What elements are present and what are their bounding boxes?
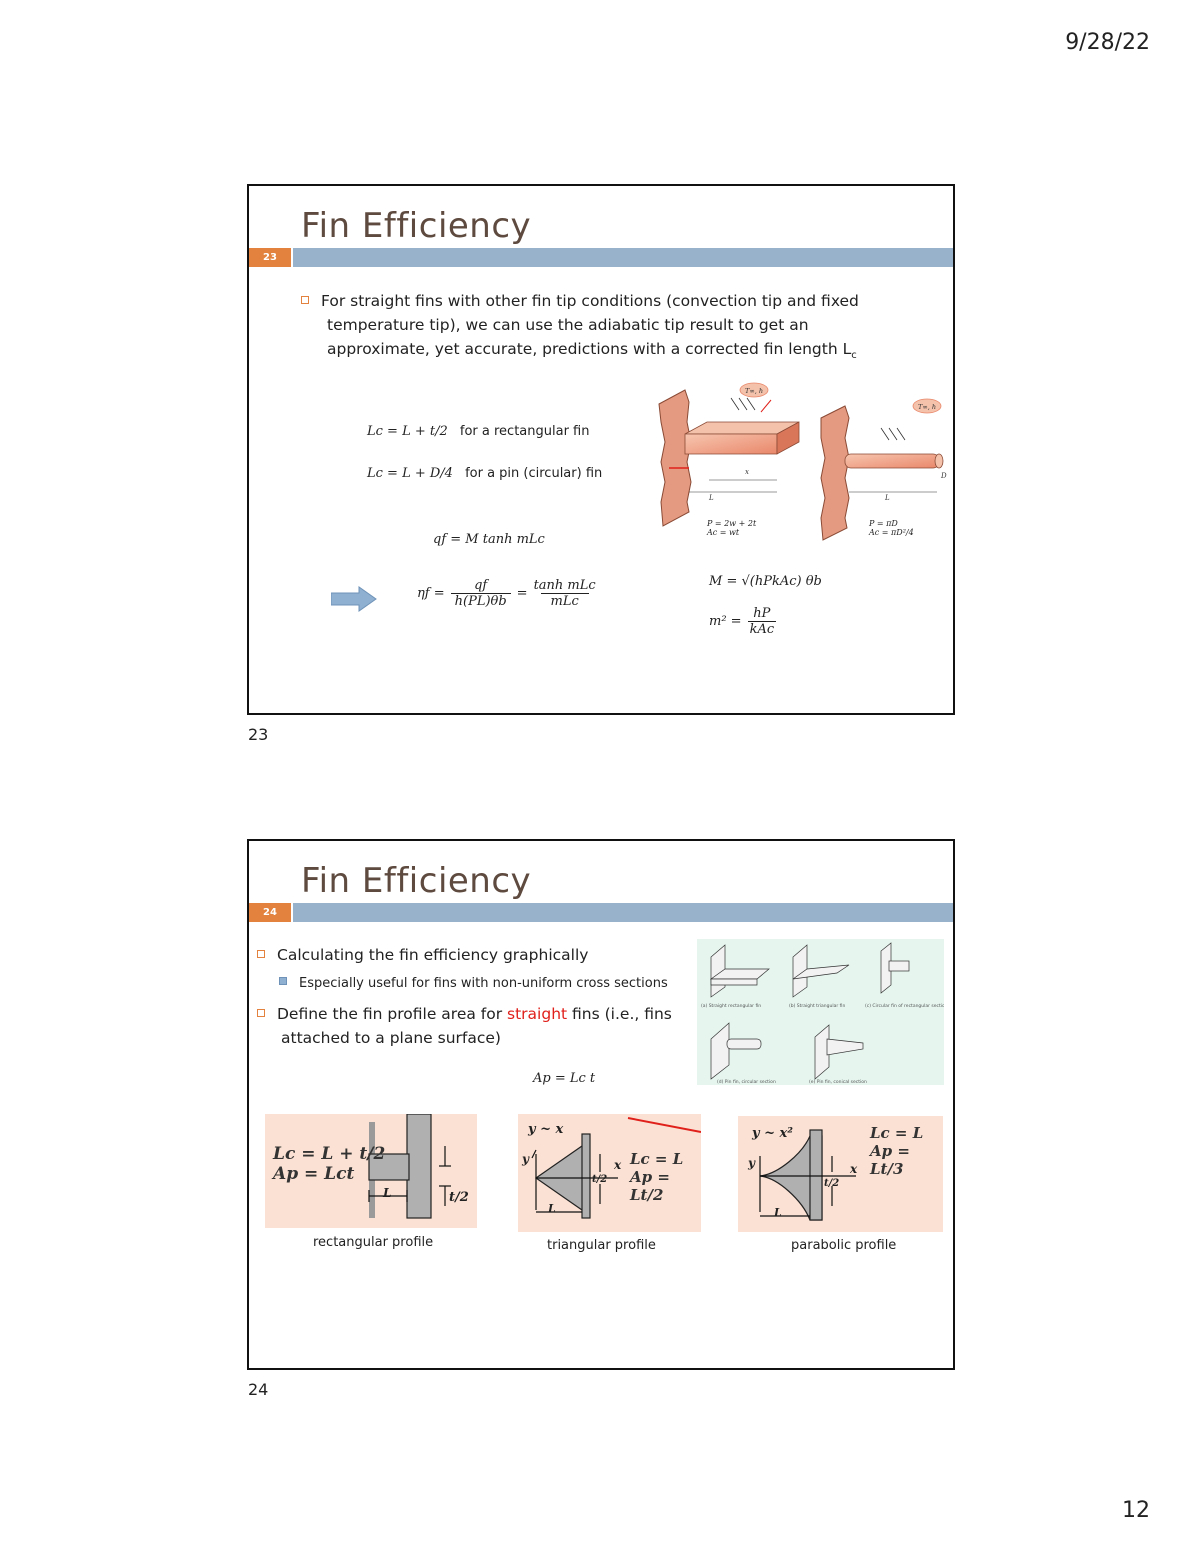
- bullet-graphical: Calculating the fin efficiency graphically: [257, 943, 697, 967]
- para-formulas: Lc = L Ap = Lt/3: [870, 1124, 924, 1178]
- fin-shapes-figure: [697, 939, 944, 1085]
- bullet-profile-area: Define the fin profile area for straight fins (i.e., fins attached to a plane surface): [257, 1002, 711, 1050]
- tri-formulas: Lc = L Ap = Lt/2: [630, 1150, 684, 1204]
- tri-axis-x: x: [614, 1158, 622, 1172]
- eq-rect-fin: Lc = L + t/2 for a rectangular fin: [367, 424, 590, 439]
- caption-triangular: triangular profile: [547, 1238, 656, 1253]
- title-bar: [293, 903, 953, 922]
- rect-formulas: Lc = L + t/2 Ap = Lct: [273, 1144, 386, 1184]
- para-axis-y: y: [748, 1156, 755, 1170]
- slide-label: 24: [248, 1380, 269, 1399]
- slide-number-badge: 24: [249, 903, 291, 922]
- eq-qf: qf = M tanh mLc: [433, 532, 545, 547]
- fig-right-formula: P = πD Ac = πD²/4: [869, 519, 914, 537]
- bullet-corrected-length: For straight fins with other fin tip conditions (convection tip and fixed temperature tip), we can use the adiabatic tip result to get an approximate, yet accurate, predictions with a corrected fin length $L_c$: [301, 289, 907, 368]
- bullet-square-icon: [257, 950, 265, 958]
- svg-text:(a) Straight rectangular fin: (a) Straight rectangular fin: [701, 1004, 762, 1009]
- para-axis-x: x: [850, 1162, 858, 1176]
- slide-title: Fin Efficiency: [301, 861, 532, 901]
- svg-text:L: L: [885, 494, 890, 502]
- fin-geometry-figure: [649, 382, 951, 542]
- bullet-square-icon: [257, 1009, 265, 1017]
- tri-curve: y ~ x: [528, 1122, 564, 1137]
- eq-pin-fin: Lc = L + D/4 for a pin (circular) fin: [367, 466, 603, 481]
- fig-left-formula: P = 2w + 2t Ac = wt: [707, 519, 757, 537]
- svg-text:(b) Straight triangular fin: (b) Straight triangular fin: [789, 1004, 846, 1009]
- slide-title: Fin Efficiency: [301, 206, 532, 246]
- eq-eta: ηf = $\frac{qf}{h(PL)\theta b}$ = tanh mLc mLc: [417, 578, 596, 609]
- tri-axis-y: y: [522, 1152, 529, 1166]
- caption-rectangular: rectangular profile: [313, 1235, 434, 1250]
- eq-profile-area: Ap = Lc t: [533, 1071, 596, 1086]
- dim-t: t/2: [592, 1174, 608, 1185]
- dim-L: L: [774, 1206, 782, 1219]
- svg-text:x: x: [745, 468, 749, 476]
- para-curve: y ~ x²: [752, 1126, 793, 1141]
- slide-label: 23: [248, 725, 269, 744]
- svg-text:(e) Pin fin, conical section: (e) Pin fin, conical section: [809, 1080, 867, 1085]
- dim-L: L: [383, 1186, 392, 1200]
- dim-t: t/2: [449, 1190, 469, 1205]
- slide-24: [247, 839, 955, 1370]
- right-arrow-icon: [331, 586, 377, 612]
- slide-number-badge: 23: [249, 248, 291, 267]
- rectangular-profile-figure: [265, 1114, 477, 1228]
- caption-parabolic: parabolic profile: [791, 1238, 897, 1253]
- eq-M: M = √(hPkAc) θb: [709, 574, 822, 589]
- title-bar: [293, 248, 953, 267]
- svg-text:L: L: [709, 494, 714, 502]
- svg-text:T∞, h: T∞, h: [918, 403, 937, 411]
- dim-L: L: [548, 1202, 556, 1215]
- svg-text:D: D: [941, 472, 947, 480]
- eq-m-squared: m² = hP kAc: [709, 606, 775, 637]
- slide-23: [247, 184, 955, 715]
- page-date: 9/28/22: [1065, 30, 1150, 55]
- bullet-filled-square-icon: [279, 977, 287, 985]
- svg-text:(c) Circular fin of rectangula: (c) Circular fin of rectangular section: [865, 1004, 944, 1009]
- dim-t: t/2: [824, 1178, 840, 1189]
- bullet-square-icon: [301, 296, 309, 304]
- svg-text:(d) Pin fin, circular section: (d) Pin fin, circular section: [717, 1080, 776, 1085]
- sub-bullet-nonuniform: Especially useful for fins with non-uniform cross sections: [279, 972, 699, 996]
- triangular-profile-figure: [518, 1114, 701, 1232]
- svg-text:T∞, h: T∞, h: [745, 387, 764, 395]
- page-number: 12: [1122, 1498, 1150, 1523]
- parabolic-profile-figure: [738, 1116, 943, 1232]
